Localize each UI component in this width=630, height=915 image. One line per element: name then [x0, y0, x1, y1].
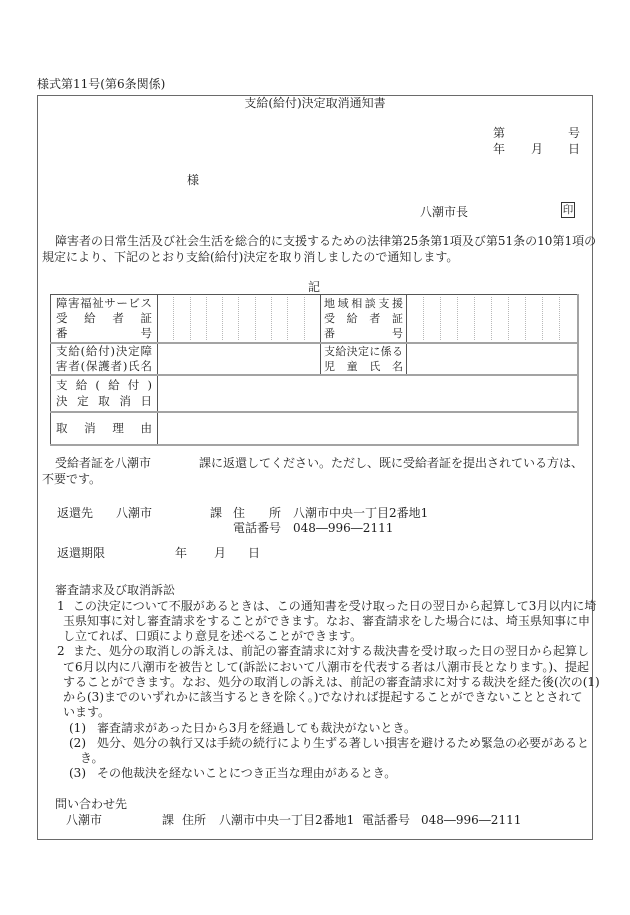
digit-box: [441, 297, 458, 340]
appeal-item-number: 1: [57, 599, 65, 613]
label-line: 児童氏名: [324, 359, 403, 373]
digit-box: [305, 297, 320, 340]
return-deadline-day: 日: [248, 546, 261, 560]
intro-line: 障害者の日常生活及び社会生活を総合的に支援するための法律第25条第1項及び第51条の10第1項の: [55, 234, 597, 248]
return-request-text: 不要です。: [42, 472, 102, 486]
return-to-city: 八潮市: [116, 506, 153, 520]
regional-certificate-number-cell: [407, 295, 578, 343]
addressee-honorific: 様: [187, 173, 200, 187]
child-name-value-cell: [407, 343, 578, 375]
return-request-text: 受給者証を八潮市: [55, 456, 152, 470]
appeal-item-line: し立てれば、口頭により意見を述べることができます。: [63, 629, 363, 643]
contact-address: 八潮市中央一丁目2番地1: [219, 813, 355, 827]
label-line: 番号: [324, 326, 403, 340]
digit-box: [560, 297, 576, 340]
return-deadline-month: 月: [214, 546, 227, 560]
contact-heading: 問い合わせ先: [55, 797, 128, 811]
appeal-heading: 審査請求及び取消訴訟: [55, 583, 176, 597]
return-deadline-label: 返還期限: [57, 546, 106, 560]
recipient-name-value-cell: [158, 343, 321, 375]
table-row: [51, 412, 578, 445]
digit-box: [223, 297, 239, 340]
appeal-item-number: 2: [57, 644, 65, 658]
digit-box: [256, 297, 272, 340]
label-line: 害者(保護者)氏名: [56, 358, 152, 373]
return-to-section-suffix: 課: [210, 506, 223, 520]
label-line: 支給(給付): [56, 378, 152, 392]
issue-date-year: 年: [493, 142, 506, 156]
contact-section-suffix: 課: [162, 813, 175, 827]
exception-line: 処分、処分の執行又は手続の続行により生ずる著しい損害を避けるため緊急の必要があると: [97, 736, 590, 750]
seal-icon: 印: [562, 204, 574, 216]
label-line: 受給者証: [324, 311, 403, 325]
issue-date-day: 日: [568, 142, 581, 156]
appeal-item-line: います。: [63, 705, 111, 719]
return-deadline-year: 年: [175, 546, 188, 560]
label-line: 地域相談支援: [324, 296, 403, 310]
document-title: 支給(給付)決定取消通知書: [244, 96, 386, 110]
digit-boxes: [407, 297, 577, 340]
table-row: [51, 375, 578, 412]
cancellation-reason-label-cell: [51, 412, 158, 445]
return-to-address: 八潮市中央一丁目2番地1: [293, 506, 429, 520]
appeal-item-line: 玉県知事に対し審査請求をすることができます。なお、審査請求をした場合には、埼玉県知事に申: [63, 614, 591, 628]
return-request-text: 課に返還してください。ただし、既に受給者証を提出されている方は、: [199, 456, 584, 470]
form-number: 様式第11号(第6条関係): [37, 77, 166, 91]
exception-line: き。: [80, 751, 104, 765]
label-line: 取消理由: [56, 420, 152, 435]
appeal-item-line: また、処分の取消しの訴えは、前記の審査請求に対する裁決書を受け取った日の翌日から起算し: [73, 644, 590, 658]
appeal-item-line: て6月以内に八潮市を被告として(訴訟において八潮市を代表する者は八潮市長となります。)、提起: [63, 660, 590, 674]
exception-line: 審査請求があった日から3月を経過しても裁決がないとき。: [97, 721, 417, 735]
exception-number: (2): [69, 736, 86, 750]
contact-phone: 048―996―2111: [421, 813, 522, 827]
ki-heading: 記: [308, 280, 321, 294]
digit-box: [239, 297, 255, 340]
digit-box: [458, 297, 475, 340]
digit-box: [288, 297, 304, 340]
issue-date-month: 月: [531, 142, 544, 156]
contact-city: 八潮市: [66, 813, 103, 827]
recipient-certificate-label-cell: [51, 295, 158, 343]
digit-box: [272, 297, 288, 340]
cancellation-reason-value-cell: [158, 412, 578, 445]
recipient-name-label-cell: [51, 343, 158, 375]
digit-box: [475, 297, 492, 340]
label-line: 受給者証: [56, 310, 152, 325]
digit-box: [407, 297, 424, 340]
digit-box: [158, 297, 174, 340]
return-to-phone: 048―996―2111: [293, 521, 394, 535]
digit-box: [526, 297, 543, 340]
cancellation-date-value-cell: [158, 375, 578, 412]
contact-phone-label: 電話番号: [362, 813, 411, 827]
appeal-item-line: この決定について不服があるときは、この通知書を受け取った日の翌日から起算して3月以内に埼: [73, 599, 597, 613]
table-row: [51, 343, 578, 375]
digit-box: [424, 297, 441, 340]
label-line: 決定取消日: [56, 394, 152, 408]
digit-box: [191, 297, 207, 340]
intro-line: 規定により、下記のとおり支給(給付)決定を取り消しましたので通知します。: [42, 250, 459, 264]
digit-boxes: [158, 297, 320, 340]
label-line: 支給(給付)決定障: [56, 343, 152, 358]
digit-box: [492, 297, 509, 340]
label-line: 支給決定に係る: [324, 344, 403, 358]
return-to-phone-label: 電話番号: [233, 521, 282, 535]
return-to-address-label: 住所: [233, 506, 281, 520]
contact-address-label: 住所: [182, 813, 207, 827]
appeal-item-line: することができます。なお、処分の取消しの訴えは、前記の審査請求に対する裁決を経た後(次の(1): [63, 675, 600, 689]
recipient-certificate-number-cell: [158, 295, 321, 343]
digit-box: [543, 297, 560, 340]
document-number-suffix: 号: [568, 126, 581, 140]
child-name-label-cell: [321, 343, 407, 375]
digit-box: [174, 297, 190, 340]
document-number-prefix: 第: [493, 126, 506, 140]
exception-number: (3): [69, 766, 86, 780]
digit-box: [509, 297, 526, 340]
table-row: [51, 295, 578, 343]
label-line: 障害福祉サービス: [56, 295, 152, 310]
exception-number: (1): [69, 721, 86, 735]
issuer-name: 八潮市長: [420, 205, 469, 219]
regional-certificate-label-cell: [321, 295, 407, 343]
label-line: 番号: [56, 325, 152, 340]
digit-box: [207, 297, 223, 340]
appeal-item-line: から(3)までのいずれかに該当するときを除く。)でなければ提起することができないこととされて: [63, 690, 583, 704]
return-to-label: 返還先: [57, 506, 94, 520]
cancellation-date-label-cell: [51, 375, 158, 412]
details-table: [50, 294, 579, 446]
exception-line: その他裁決を経ないことにつき正当な理由があるとき。: [97, 766, 397, 780]
